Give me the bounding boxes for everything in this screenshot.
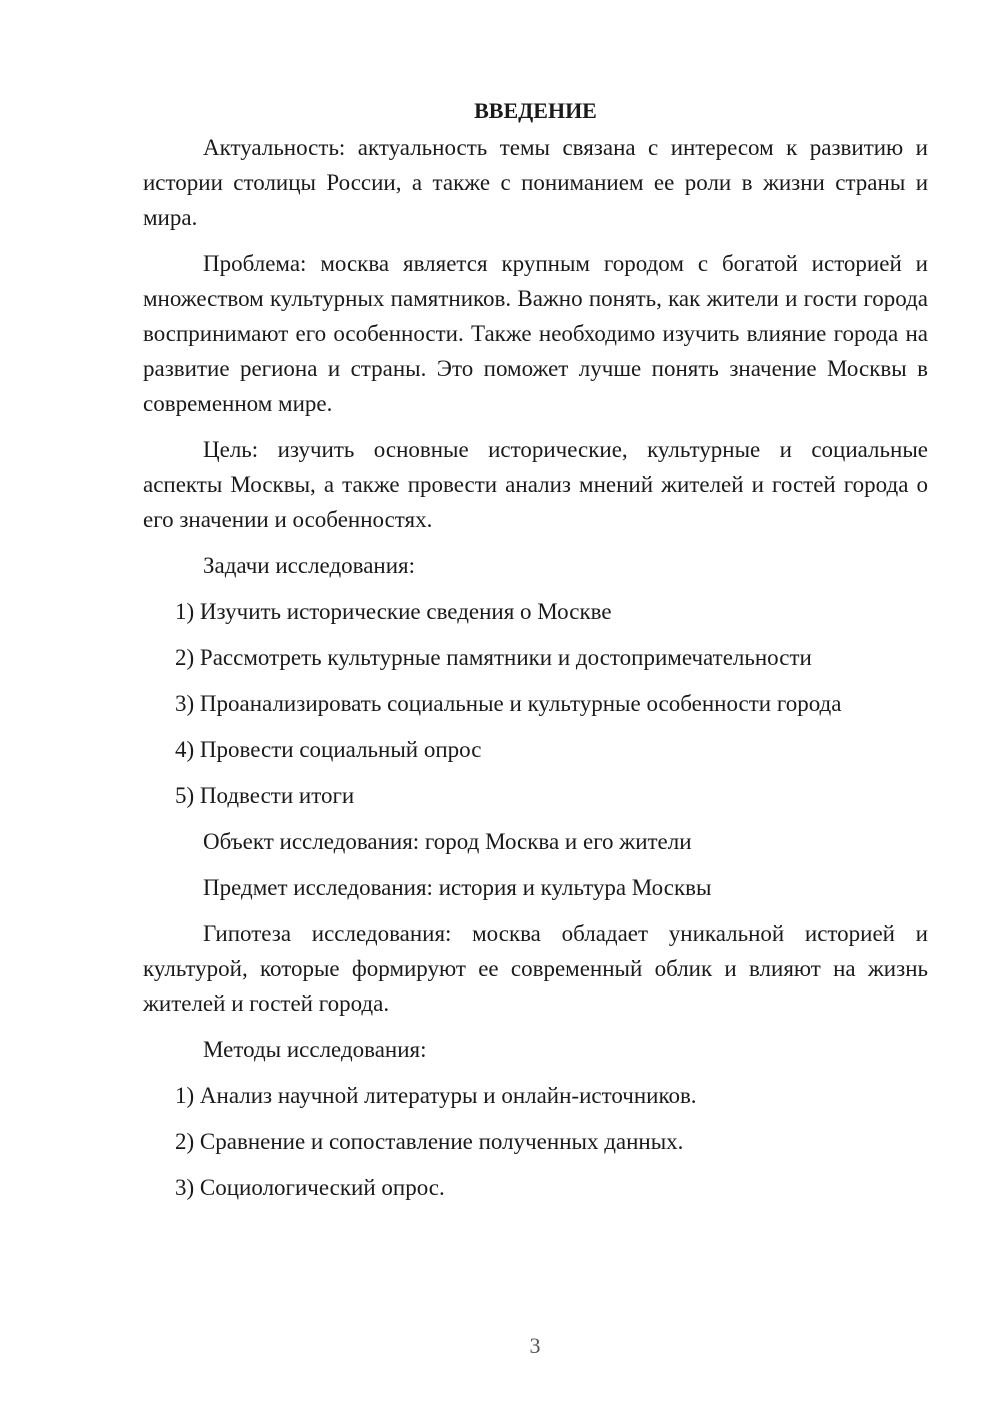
research-object: Объект исследования: город Москва и его жители [203, 829, 692, 854]
task-item: 5) Подвести итоги [175, 783, 355, 808]
document-page [143, 96, 928, 1216]
page-number: 3 [529, 1333, 541, 1358]
section-heading: ВВЕДЕНИЕ [474, 98, 597, 123]
method-item: 1) Анализ научной литературы и онлайн-источников. [175, 1083, 697, 1108]
methods-title: Методы исследования: [203, 1037, 427, 1062]
method-item: 2) Сравнение и сопоставление полученных данных. [175, 1129, 684, 1154]
method-item: 3) Социологический опрос. [175, 1175, 445, 1200]
problem-paragraph: Проблема: москва является крупным городом с богатой историей и множеством культурных памятников. Важно понять, как жители и гости города воспринимают его особенности. Также необходимо изучить влияние города на развитие региона и страны. Это поможет лучше понять значение Москвы в современном мире. [143, 251, 928, 416]
hypothesis-paragraph: Гипотеза исследования: москва обладает уникальной историей и культурой, которые формируют ее современный облик и влияют на жизнь жителей и гостей города. [143, 921, 928, 1016]
research-subject: Предмет исследования: история и культура Москвы [203, 875, 712, 900]
task-item: 2) Рассмотреть культурные памятники и достопримечательности [175, 645, 812, 670]
tasks-title: Задачи исследования: [203, 553, 416, 578]
relevance-paragraph: Актуальность: актуальность темы связана с интересом к развитию и истории столицы России, а также с пониманием ее роли в жизни страны и мира. [143, 135, 928, 230]
task-item: 3) Проанализировать социальные и культурные особенности города [175, 691, 842, 716]
goal-paragraph: Цель: изучить основные исторические, культурные и социальные аспекты Москвы, а также провести анализ мнений жителей и гостей города о его значении и особенностях. [143, 437, 928, 532]
task-item: 1) Изучить исторические сведения о Москве [175, 599, 612, 624]
task-item: 4) Провести социальный опрос [175, 737, 482, 762]
